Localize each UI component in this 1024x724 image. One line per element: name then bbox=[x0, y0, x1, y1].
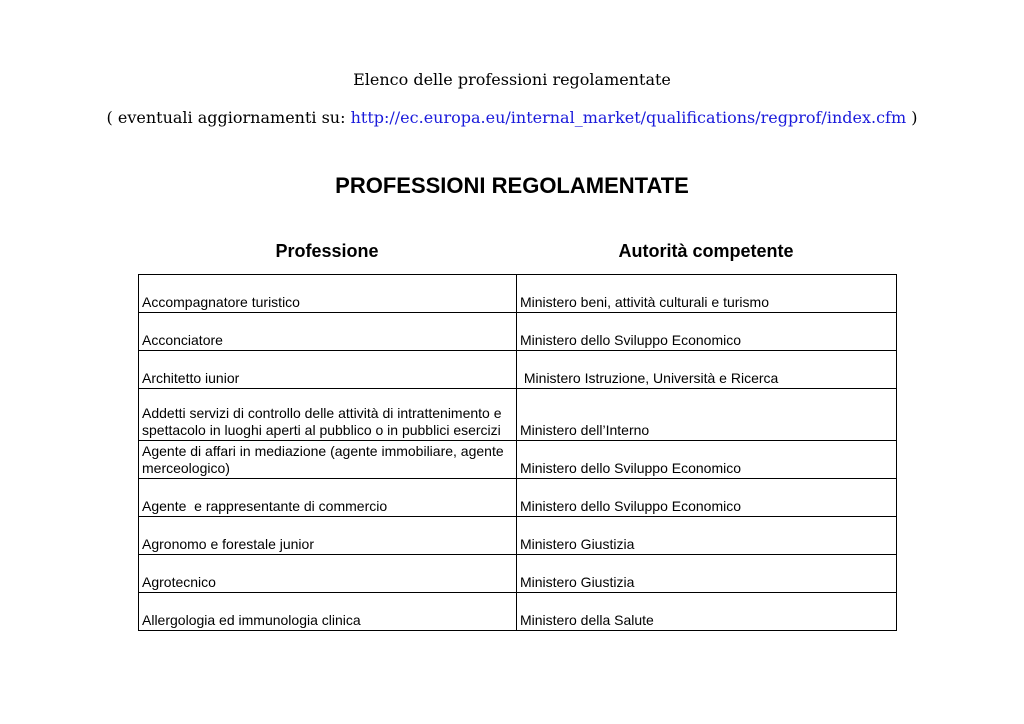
table-row bbox=[139, 441, 897, 479]
profession-cell: Agente di affari in mediazione (agente immobiliare, agente merceologico) bbox=[139, 441, 517, 479]
authority-cell: Ministero beni, attività culturali e turismo bbox=[517, 275, 897, 313]
authority-cell: Ministero dell’Interno bbox=[517, 389, 897, 441]
updates-line bbox=[0, 108, 1024, 128]
profession-cell: Acconciatore bbox=[139, 313, 517, 351]
regprof-link[interactable]: http://ec.europa.eu/internal_market/qualifications/regprof/index.cfm bbox=[350, 108, 907, 127]
profession-cell: Accompagnatore turistico bbox=[139, 275, 517, 313]
column-header-profession: Professione bbox=[275, 241, 379, 261]
authority-cell: Ministero Giustizia bbox=[517, 555, 897, 593]
profession-cell: Agronomo e forestale junior bbox=[139, 517, 517, 555]
document-subtitle: Elenco delle professioni regolamentate bbox=[353, 70, 671, 89]
authority-cell: Ministero dello Sviluppo Economico bbox=[517, 441, 897, 479]
updates-suffix: ) bbox=[906, 108, 918, 127]
profession-cell: Agente e rappresentante di commercio bbox=[139, 479, 517, 517]
table-row bbox=[139, 313, 897, 351]
page-title: PROFESSIONI REGOLAMENTATE bbox=[335, 173, 689, 198]
profession-cell: Allergologia ed immunologia clinica bbox=[139, 593, 517, 631]
profession-cell: Agrotecnico bbox=[139, 555, 517, 593]
professions-table bbox=[138, 274, 897, 631]
authority-cell: Ministero Giustizia bbox=[517, 517, 897, 555]
table-row bbox=[139, 389, 897, 441]
table-row bbox=[139, 351, 897, 389]
updates-prefix: ( eventuali aggiornamenti su: bbox=[106, 108, 351, 127]
authority-cell: Ministero Istruzione, Università e Ricerca bbox=[517, 351, 897, 389]
profession-cell: Addetti servizi di controllo delle attività di intrattenimento e spettacolo in luoghi aperti al pubblico o in pubblici esercizi bbox=[139, 389, 517, 441]
authority-cell: Ministero dello Sviluppo Economico bbox=[517, 479, 897, 517]
column-header-authority: Autorità competente bbox=[618, 241, 794, 261]
table-row bbox=[139, 593, 897, 631]
table-row bbox=[139, 479, 897, 517]
table-row bbox=[139, 555, 897, 593]
profession-cell: Architetto iunior bbox=[139, 351, 517, 389]
table-row bbox=[139, 517, 897, 555]
table-row bbox=[139, 275, 897, 313]
authority-cell: Ministero dello Sviluppo Economico bbox=[517, 313, 897, 351]
authority-cell: Ministero della Salute bbox=[517, 593, 897, 631]
